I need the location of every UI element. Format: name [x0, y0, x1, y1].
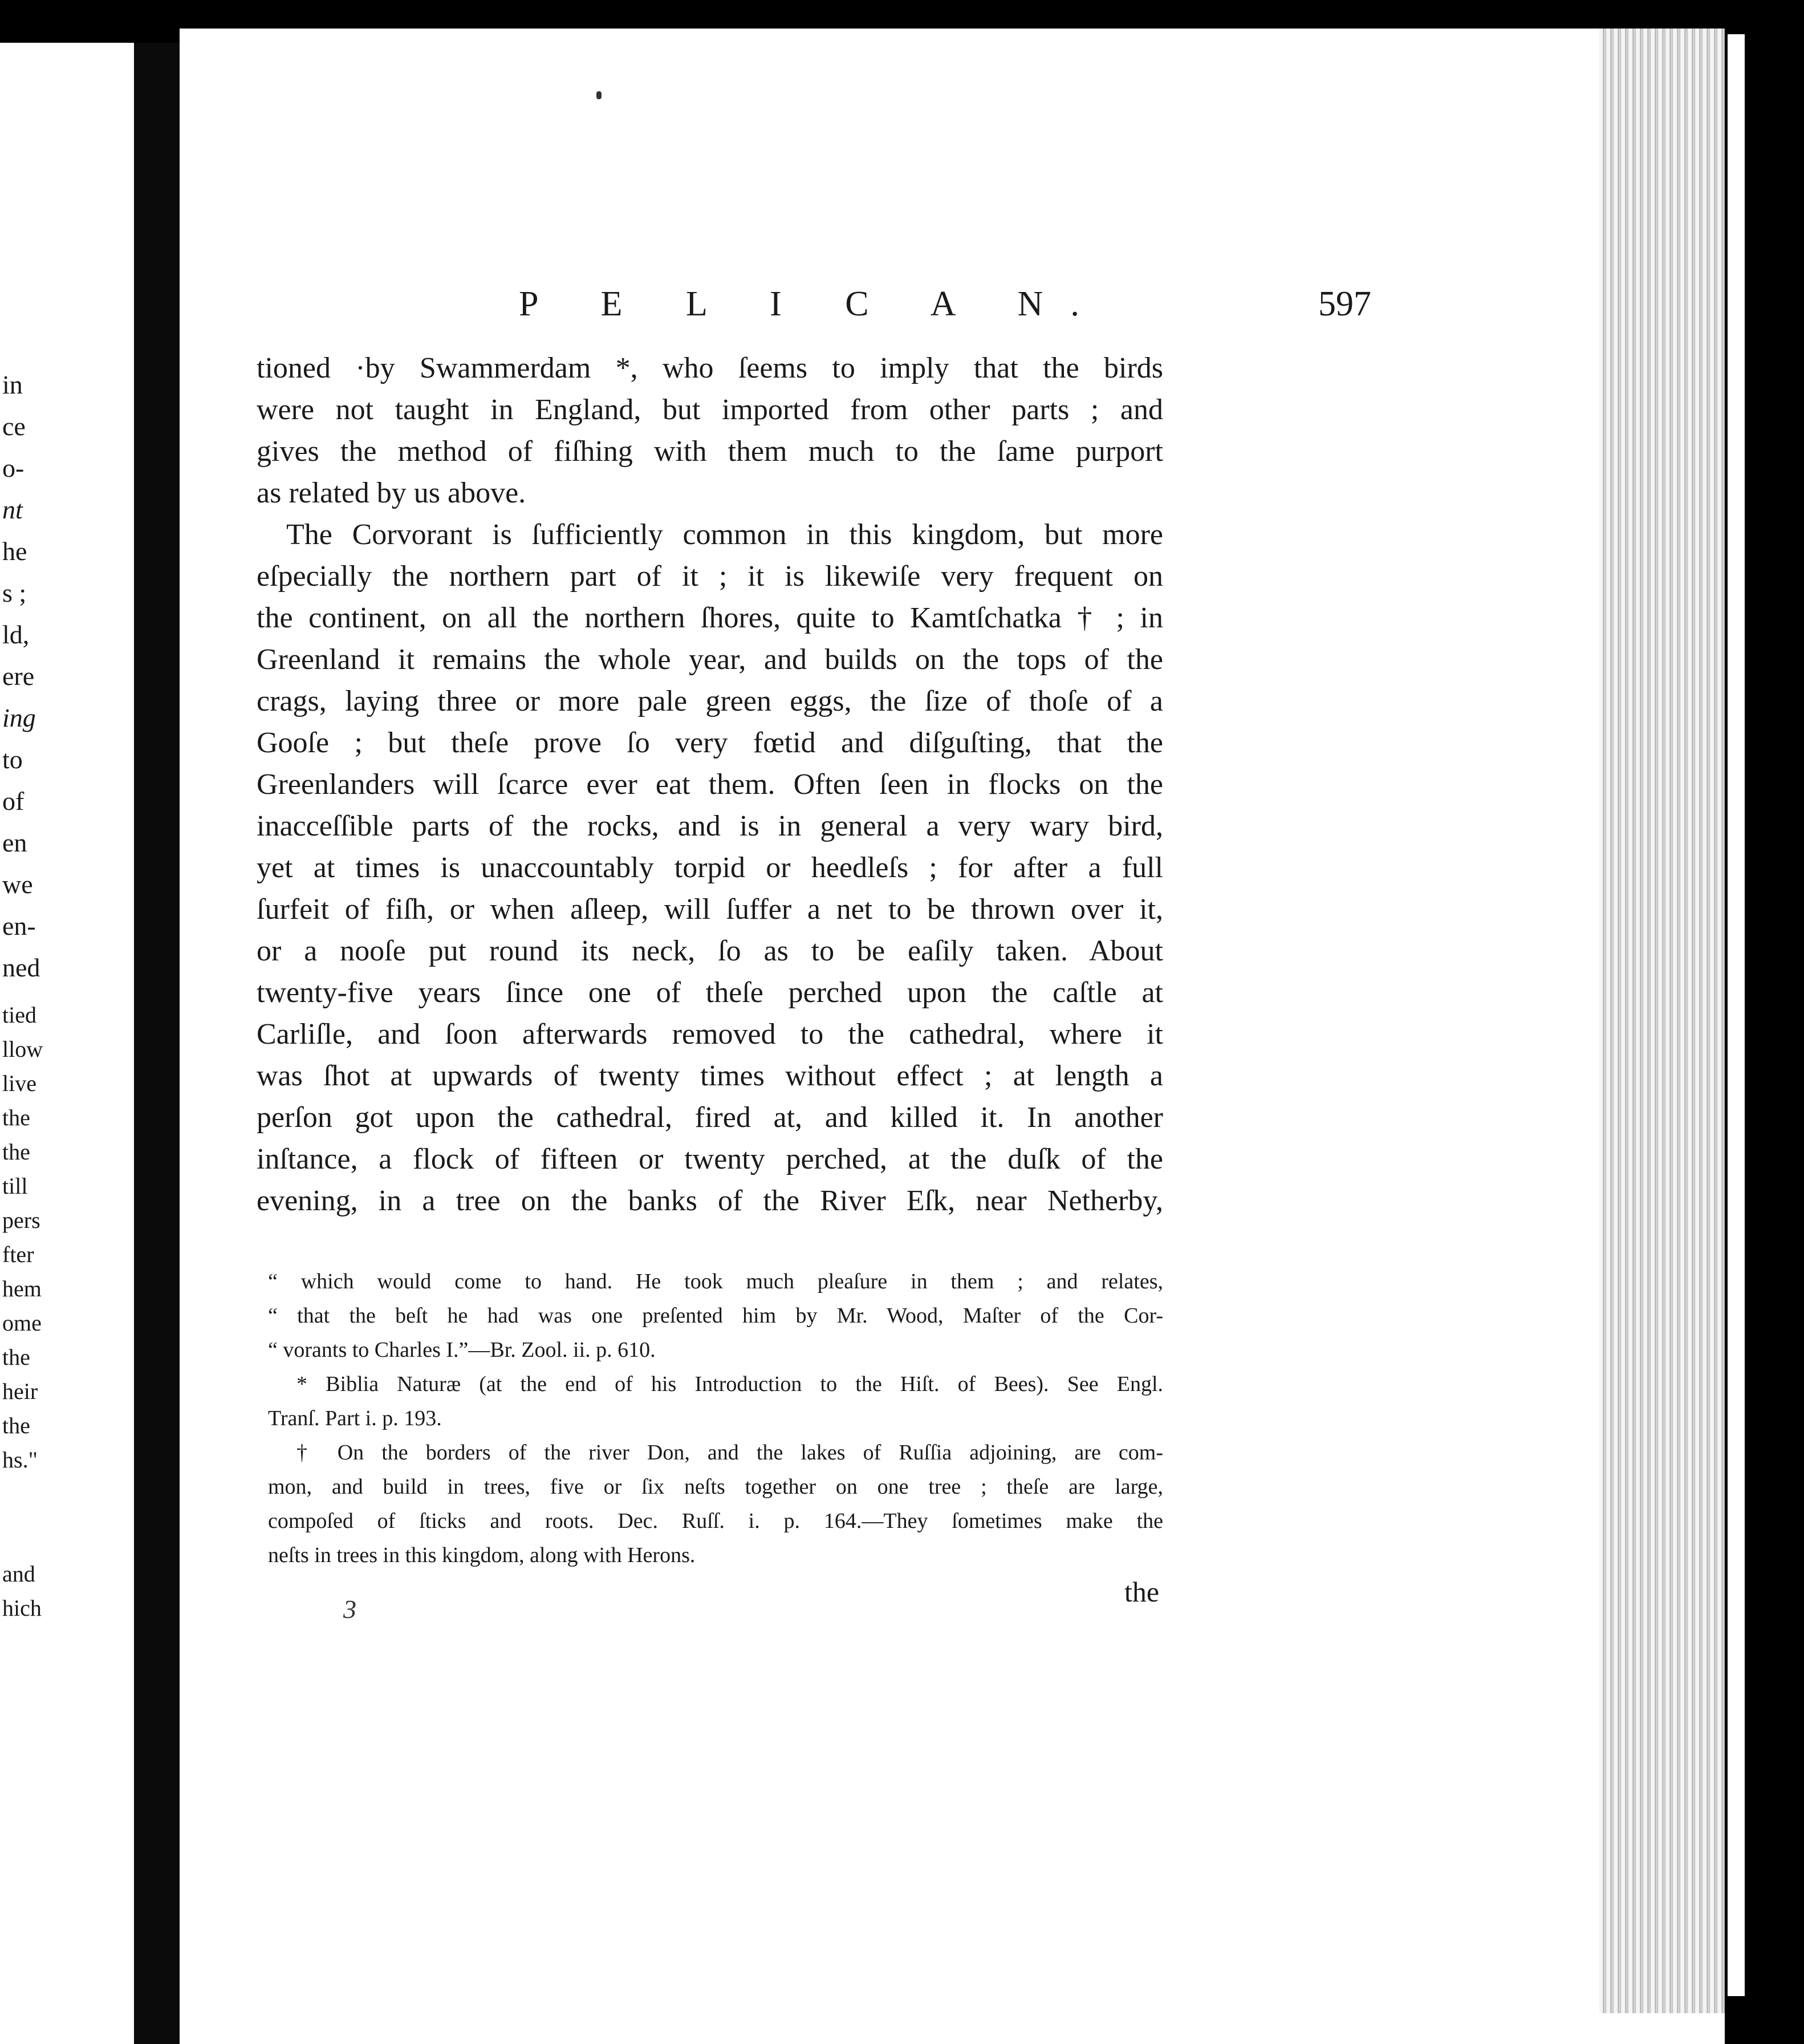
- left-page-fragment: the: [2, 1139, 30, 1165]
- page-edges-stack: [1599, 29, 1725, 2013]
- left-page-fragment: nt: [2, 495, 23, 524]
- ink-mark: [596, 91, 602, 99]
- left-page-fragment: heir: [2, 1378, 38, 1404]
- left-page-fragment: he: [2, 537, 27, 566]
- left-page-fragment: ce: [2, 412, 26, 441]
- body-text-line: Greenlanders will ſcarce ever eat them. Often ſeen in flocks on the: [257, 768, 1163, 801]
- body-text-line: inſtance, a flock of fifteen or twenty perched, at the duſk of the: [257, 1143, 1163, 1175]
- footnote-line: Tranſ. Part i. p. 193.: [268, 1406, 442, 1430]
- left-page-fragment: of: [2, 786, 25, 816]
- left-page-fragment: o-: [2, 453, 25, 482]
- catchword: the: [1124, 1576, 1160, 1608]
- left-page-fragment: en-: [2, 911, 36, 940]
- body-text-line: gives the method of fiſhing with them much to the ſame purport: [257, 435, 1163, 468]
- footnote-line: neſts in trees in this kingdom, along with Herons.: [268, 1543, 696, 1567]
- signature-mark: 3: [343, 1595, 356, 1624]
- body-text-line: as related by us above.: [257, 477, 526, 509]
- running-head: P E L I C A N.: [519, 285, 1107, 323]
- body-text-line: were not taught in England, but imported from other parts ; and: [257, 394, 1163, 426]
- left-page-fragment: fter: [2, 1242, 34, 1267]
- body-text-line: Greenland it remains the whole year, and builds on the tops of the: [257, 643, 1163, 676]
- left-page-fragment: the: [2, 1105, 30, 1130]
- left-page-fragment: in: [2, 370, 23, 399]
- footnote-line: * Biblia Naturæ (at the end of his Introduction to the Hiſt. of Bees). See Engl.: [296, 1372, 1163, 1396]
- left-page-fragment: llow: [2, 1036, 43, 1062]
- body-text-line: yet at times is unaccountably torpid or heedleſs ; for after a full: [257, 851, 1163, 884]
- left-page-fragment: live: [2, 1070, 36, 1096]
- body-text-line: crags, laying three or more pale green eggs, the ſize of thoſe of a: [257, 685, 1163, 717]
- left-page-fragment: and: [2, 1561, 35, 1587]
- footnote-line: “ vorants to Charles I.”—Br. Zool. ii. p. 610.: [268, 1338, 656, 1362]
- left-page-fragment: to: [2, 745, 23, 774]
- left-page-fragment: we: [2, 870, 33, 899]
- scan-border-right-inner: [1728, 34, 1745, 1996]
- body-text-line: inacceſſible parts of the rocks, and is in general a very wary bird,: [257, 810, 1163, 842]
- left-page-fragment: ome: [2, 1310, 42, 1336]
- footnote-line: † On the borders of the river Don, and the lakes of Ruſſia adjoining, are com-: [296, 1441, 1163, 1465]
- left-page-fragment: hs.": [2, 1447, 38, 1473]
- left-page-fragment: ned: [2, 953, 40, 982]
- footnote-line: “ which would come to hand. He took much pleaſure in them ; and relates,: [268, 1270, 1163, 1293]
- left-page-fragment: ing: [2, 703, 36, 732]
- body-text-line: the continent, on all the northern ſhores, quite to Kamtſchatka † ; in: [257, 602, 1163, 634]
- left-page-fragment: the: [2, 1344, 30, 1370]
- left-page-fragment: hem: [2, 1276, 42, 1301]
- left-page-fragment: the: [2, 1413, 30, 1438]
- left-page-fragment: s ;: [2, 578, 27, 607]
- footnote-line: compoſed of ſticks and roots. Dec. Ruſſ. i. p. 164.—They ſometimes make the: [268, 1509, 1163, 1533]
- left-page-fragment: tied: [2, 1002, 36, 1028]
- body-text-line: ſurfeit of fiſh, or when aſleep, will ſuffer a net to be thrown over it,: [257, 893, 1163, 926]
- scan-border-top: [180, 0, 1804, 29]
- body-text-line: twenty-five years ſince one of theſe perched upon the caſtle at: [257, 976, 1163, 1009]
- body-text-line: tioned ·by Swammerdam *, who ſeems to imply that the birds: [257, 352, 1163, 384]
- page-number: 597: [1318, 285, 1371, 323]
- left-page-fragment: till: [2, 1173, 28, 1199]
- body-text-line: or a nooſe put round its neck, ſo as to be eaſily taken. About: [257, 935, 1163, 967]
- body-text-line: The Corvorant is ſufficiently common in this kingdom, but more: [286, 518, 1163, 551]
- footnote-line: mon, and build in trees, five or ſix neſts together on one tree ; theſe are large,: [268, 1475, 1163, 1499]
- body-text-line: eſpecially the northern part of it ; it is likewiſe very frequent on: [257, 560, 1163, 593]
- body-text-line: was ſhot at upwards of twenty times without effect ; at length a: [257, 1060, 1163, 1092]
- body-text-line: Carliſle, and ſoon afterwards removed to the cathedral, where it: [257, 1018, 1163, 1051]
- left-page-fragment: ere: [2, 662, 35, 691]
- book-gutter: [134, 43, 180, 2044]
- left-page-fragment: hich: [2, 1595, 42, 1621]
- left-page-fragment: en: [2, 828, 27, 857]
- footnote-line: “ that the beſt he had was one preſented him by Mr. Wood, Maſter of the Cor-: [268, 1304, 1163, 1328]
- scan-border-top-left: [0, 0, 180, 43]
- left-page-fragment: ld,: [2, 620, 30, 649]
- body-text-line: Gooſe ; but theſe prove ſo very fœtid and diſguſting, that the: [257, 727, 1163, 759]
- body-text-line: evening, in a tree on the banks of the River Eſk, near Netherby,: [257, 1185, 1163, 1217]
- left-page-fragment: pers: [2, 1207, 40, 1233]
- body-text-line: perſon got upon the cathedral, fired at, and killed it. In another: [257, 1101, 1163, 1134]
